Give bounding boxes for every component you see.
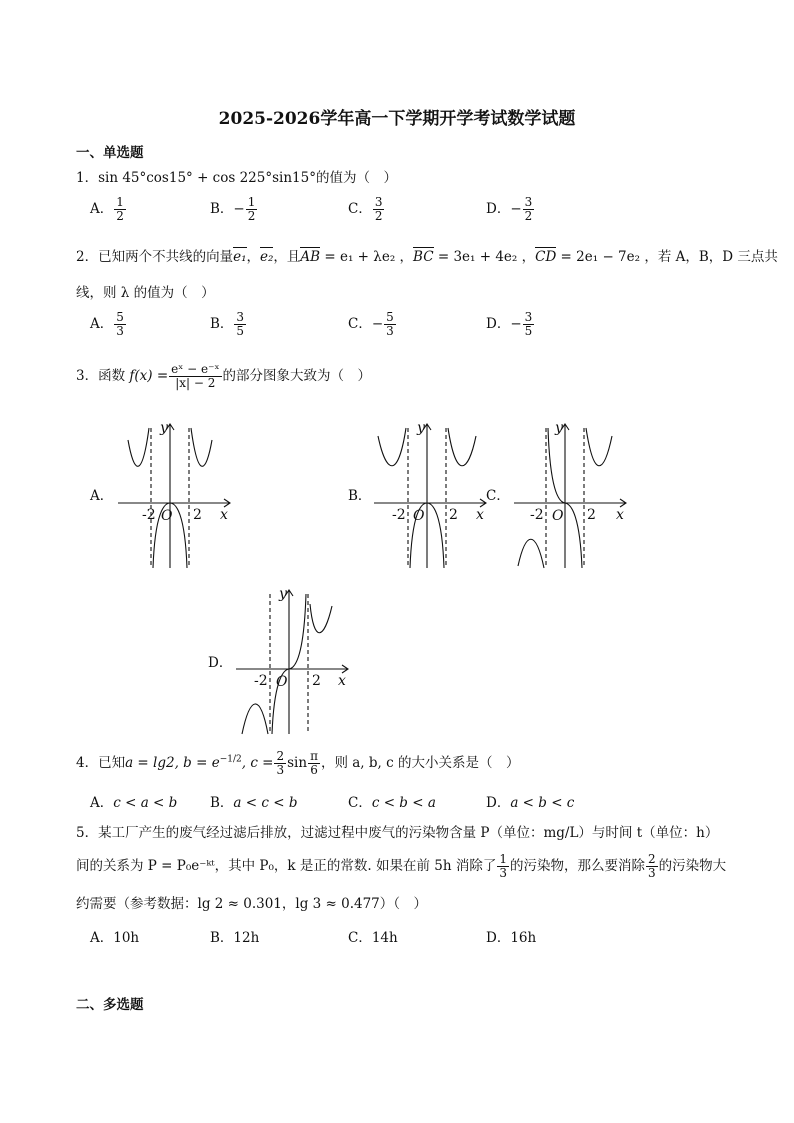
graph-c[interactable] bbox=[510, 418, 640, 570]
graph-d[interactable] bbox=[232, 584, 362, 736]
svg-text:-2: -2 bbox=[392, 507, 406, 523]
svg-text:-2: -2 bbox=[530, 507, 544, 523]
q1-option-b[interactable]: B．− $\frac{1}{2}$ bbox=[210, 195, 256, 223]
q2-stem-line2: 线，则 λ 的值为（ ） bbox=[76, 285, 215, 301]
svg-text:y: y bbox=[417, 420, 425, 436]
q3-stem: 3．函数 f(x) = $\frac{\text{eˣ − e⁻ˣ}}{|x| - 2}$ 的部分图象大致为（ ） bbox=[76, 362, 372, 390]
page-title: 2025-2026学年高一下学期开学考试数学试题 bbox=[218, 109, 576, 129]
graph-b[interactable] bbox=[370, 418, 500, 570]
svg-text:2: 2 bbox=[312, 673, 321, 689]
fraction: $\frac{3}{2}$ bbox=[524, 195, 533, 223]
q5-option-c[interactable]: C．14h bbox=[348, 930, 398, 946]
svg-text:x: x bbox=[616, 507, 624, 523]
q4-option-a[interactable]: A．c < a < b bbox=[90, 795, 178, 811]
label-y: y bbox=[160, 420, 168, 436]
q1-option-d[interactable]: D．− $\frac{3}{2}$ bbox=[486, 195, 533, 223]
fraction: $\frac{3}{2}$ bbox=[374, 195, 383, 223]
label-origin: O bbox=[161, 508, 173, 524]
svg-text:O: O bbox=[413, 508, 425, 524]
q2-option-b[interactable]: B． $\frac{3}{5}$ bbox=[210, 310, 245, 338]
svg-text:2: 2 bbox=[449, 507, 458, 523]
q3-option-c[interactable]: C． bbox=[486, 488, 510, 504]
curve-left bbox=[128, 428, 149, 466]
q4-option-d[interactable]: D．a < b < c bbox=[486, 795, 575, 811]
svg-text:2: 2 bbox=[587, 507, 596, 523]
q5-option-d[interactable]: D．16h bbox=[486, 930, 537, 946]
fraction: $\frac{1}{2}$ bbox=[116, 195, 124, 223]
section-heading-single-choice: 一、单选题 bbox=[76, 145, 144, 161]
curve-right bbox=[191, 428, 212, 466]
svg-text:-2: -2 bbox=[254, 673, 268, 689]
q2-option-a[interactable]: A． $\frac{5}{3}$ bbox=[90, 310, 124, 338]
q5-stem-line2: 间的关系为 P = P₀e⁻ᵏᵗ，其中 P₀，k 是正的常数. 如果在前 5h 消除了 $\frac{1}{3}$ 的污染物，那么要消除 $\frac{2}{3}$ 的污染物大 bbox=[76, 852, 727, 880]
svg-text:y: y bbox=[555, 420, 563, 436]
svg-text:x: x bbox=[476, 507, 484, 523]
q3-option-d[interactable]: D． bbox=[208, 655, 233, 671]
svg-text:O: O bbox=[276, 674, 288, 690]
label-x: x bbox=[220, 507, 228, 523]
q5-stem-line3: 约需要（参考数据：lg 2 ≈ 0.301，lg 3 ≈ 0.477）（ ） bbox=[76, 896, 428, 912]
q1-option-a[interactable]: A． $\frac{1}{2}$ bbox=[90, 195, 124, 223]
q1-option-c[interactable]: C． $\frac{3}{2}$ bbox=[348, 195, 383, 223]
section-heading-multi-choice: 二、多选题 bbox=[76, 997, 144, 1013]
q5-stem-line1: 5．某工厂产生的废气经过滤后排放，过滤过程中废气的污染物含量 P（单位：mg/L）与时间 t（单位：h） bbox=[76, 825, 719, 841]
label-pos2: 2 bbox=[193, 507, 202, 523]
svg-text:O: O bbox=[552, 508, 564, 524]
q4-option-c[interactable]: C．c < b < a bbox=[348, 795, 436, 811]
q5-option-b[interactable]: B．12h bbox=[210, 930, 260, 946]
q1-stem: 1．sin 45°cos15° + cos 225°sin15°的值为（ ） bbox=[76, 170, 397, 186]
svg-text:x: x bbox=[338, 673, 346, 689]
q2-option-c[interactable]: C．− $\frac{5}{3}$ bbox=[348, 310, 394, 338]
label-neg2: -2 bbox=[142, 507, 156, 523]
q2-stem-line1: 2．已知两个不共线的向量e₁，e₂，且AB = e₁ + λe₂ ，BC = 3e₁ + 4e₂ ，CD = 2e₁ − 7e₂ ，若 A，B，D 三点共 bbox=[76, 249, 778, 265]
q2-option-d[interactable]: D．− $\frac{3}{5}$ bbox=[486, 310, 533, 338]
graph-a[interactable] bbox=[112, 418, 242, 570]
q5-option-a[interactable]: A．10h bbox=[90, 930, 140, 946]
fraction: $\frac{1}{2}$ bbox=[247, 195, 256, 223]
q4-option-b[interactable]: B．a < c < b bbox=[210, 795, 298, 811]
q3-option-b[interactable]: B． bbox=[348, 488, 372, 504]
q4-stem: 4．已知a = lg2, $b = e^{-1/2}$, c = $\frac{2}{3}$ sin $\frac{\pi}{6}$ ，则 a, b, c 的大小关系是（ ） bbox=[76, 749, 520, 777]
q3-option-a[interactable]: A． bbox=[90, 488, 114, 504]
svg-text:y: y bbox=[279, 586, 287, 602]
